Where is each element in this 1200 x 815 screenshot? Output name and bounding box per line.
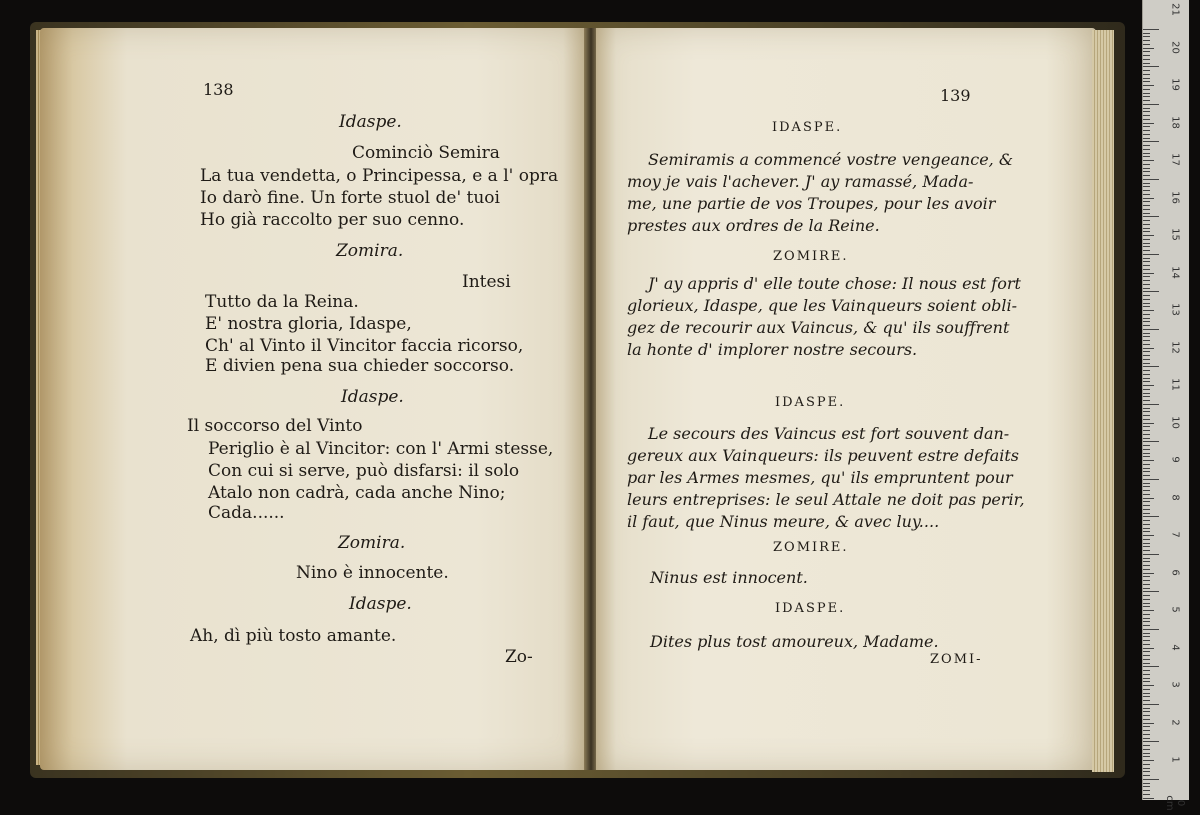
text-line: Intesi <box>462 272 511 292</box>
ruler-tick <box>1143 734 1150 735</box>
ruler-tick <box>1143 96 1150 97</box>
ruler-tick <box>1143 490 1150 491</box>
ruler-tick <box>1143 760 1154 761</box>
ruler-tick <box>1143 138 1150 139</box>
text-line: moy je vais l'achever. J' ay ramassé, Mada- <box>627 172 974 191</box>
ruler-tick <box>1143 449 1150 450</box>
ruler-tick <box>1143 693 1150 694</box>
ruler-tick <box>1143 753 1150 754</box>
ruler-tick <box>1143 205 1150 206</box>
text-line: Cada...... <box>208 503 285 523</box>
ruler-tick <box>1143 651 1150 652</box>
ruler-tick <box>1143 704 1159 705</box>
ruler-label: 8 <box>1169 493 1181 501</box>
ruler-tick <box>1143 576 1150 577</box>
text-line: Periglio è al Vincitor: con l' Armi stesse, <box>208 439 554 459</box>
ruler-tick <box>1143 164 1150 165</box>
text-line: J' ay appris d' elle toute chose: Il nous est fort <box>648 274 1021 293</box>
ruler-tick <box>1143 134 1150 135</box>
page-number: 138 <box>203 80 234 99</box>
ruler-tick <box>1143 93 1150 94</box>
ruler-tick <box>1143 104 1159 105</box>
ruler-tick <box>1143 265 1150 266</box>
ruler-tick <box>1143 775 1150 776</box>
ruler-tick <box>1143 666 1159 667</box>
ruler-tick <box>1143 726 1150 727</box>
ruler-tick <box>1143 723 1154 724</box>
ruler-tick <box>1143 498 1154 499</box>
ruler-tick <box>1143 153 1150 154</box>
ruler-tick <box>1143 194 1150 195</box>
ruler-tick <box>1143 55 1150 56</box>
speaker-name: ZOMIRE. <box>773 249 849 264</box>
ruler-tick <box>1143 614 1150 615</box>
ruler-tick <box>1143 160 1154 161</box>
ruler-tick <box>1143 453 1150 454</box>
ruler-tick <box>1143 224 1150 225</box>
ruler-tick <box>1143 40 1150 41</box>
ruler-tick <box>1143 186 1150 187</box>
ruler-tick <box>1143 141 1159 142</box>
ruler-tick <box>1143 336 1150 337</box>
ruler-tick <box>1143 168 1150 169</box>
ruler-tick <box>1143 81 1150 82</box>
ruler-tick <box>1143 591 1159 592</box>
ruler-tick <box>1143 794 1150 795</box>
ruler-tick <box>1143 546 1150 547</box>
ruler-tick <box>1143 126 1150 127</box>
ruler-tick <box>1143 441 1159 442</box>
text-line: E divien pena sua chieder soccorso. <box>205 356 515 376</box>
ruler-tick <box>1143 501 1150 502</box>
ruler-tick <box>1143 201 1150 202</box>
ruler-tick <box>1143 629 1159 630</box>
ruler-tick <box>1143 423 1154 424</box>
ruler-tick <box>1143 509 1150 510</box>
ruler-tick <box>1143 280 1150 281</box>
text-line: Ho già raccolto per suo cenno. <box>200 210 465 230</box>
ruler-tick <box>1143 625 1150 626</box>
ruler-tick <box>1143 783 1150 784</box>
speaker-name: Zomira. <box>336 241 404 261</box>
text-line: la honte d' implorer nostre secours. <box>627 340 918 359</box>
ruler-tick <box>1143 351 1150 352</box>
ruler-tick <box>1143 115 1150 116</box>
ruler-tick <box>1143 171 1150 172</box>
ruler-tick <box>1143 111 1150 112</box>
ruler-tick <box>1143 790 1150 791</box>
ruler-tick <box>1143 299 1150 300</box>
ruler-tick <box>1143 246 1150 247</box>
text-line: prestes aux ordres de la Reine. <box>627 216 880 235</box>
ruler-tick <box>1143 426 1150 427</box>
text-line: Le secours des Vaincus est fort souvent dan- <box>648 424 1010 443</box>
ruler-tick <box>1143 329 1159 330</box>
ruler-tick <box>1143 730 1150 731</box>
ruler-label: 13 <box>1169 303 1181 316</box>
ruler-tick <box>1143 494 1150 495</box>
ruler-tick <box>1143 655 1150 656</box>
ruler-tick <box>1143 535 1154 536</box>
ruler-tick <box>1143 389 1150 390</box>
ruler-tick <box>1143 749 1150 750</box>
ruler-tick <box>1143 366 1159 367</box>
ruler-tick <box>1143 411 1150 412</box>
ruler-tick <box>1143 674 1150 675</box>
ruler-label: 7 <box>1169 531 1181 538</box>
ruler-tick <box>1143 235 1154 236</box>
ruler-tick <box>1143 314 1150 315</box>
ruler-tick <box>1143 543 1150 544</box>
text-line: gereux aux Vainqueurs: ils peuvent estre defaits <box>627 446 1020 465</box>
ruler-tick <box>1143 29 1159 30</box>
speaker-name: IDASPE. <box>775 395 846 410</box>
ruler-tick <box>1143 209 1150 210</box>
ruler-tick <box>1143 786 1150 787</box>
ruler-tick <box>1143 764 1150 765</box>
ruler-tick <box>1143 66 1159 67</box>
ruler-tick <box>1143 756 1150 757</box>
ruler-tick <box>1143 554 1159 555</box>
ruler-label: 9 <box>1169 456 1181 463</box>
right-page <box>596 28 1096 770</box>
ruler-tick <box>1143 123 1154 124</box>
ruler-tick <box>1143 261 1150 262</box>
ruler-tick <box>1143 741 1159 742</box>
ruler-tick <box>1143 715 1150 716</box>
ruler-tick <box>1143 479 1159 480</box>
ruler-tick <box>1143 558 1150 559</box>
ruler-tick <box>1143 51 1150 52</box>
ruler-tick <box>1143 119 1150 120</box>
text-line: Con cui si serve, può disfarsi: il solo <box>208 461 520 481</box>
ruler-tick <box>1143 719 1150 720</box>
ruler-tick <box>1143 190 1150 191</box>
ruler-tick <box>1143 228 1150 229</box>
ruler-tick <box>1143 378 1150 379</box>
ruler-tick <box>1143 696 1150 697</box>
ruler-tick <box>1143 396 1150 397</box>
ruler-tick <box>1143 239 1150 240</box>
ruler-tick <box>1143 700 1150 701</box>
ruler-tick <box>1143 689 1150 690</box>
ruler-tick <box>1143 663 1150 664</box>
text-line: par les Armes mesmes, qu' ils empruntent pour <box>627 468 1013 487</box>
ruler-tick <box>1143 33 1150 34</box>
left-page <box>40 28 585 770</box>
ruler-tick <box>1143 333 1150 334</box>
text-line: Atalo non cadrà, cada anche Nino; <box>208 483 506 503</box>
ruler-tick <box>1143 798 1154 799</box>
ruler-tick <box>1143 644 1150 645</box>
ruler-tick <box>1143 288 1150 289</box>
ruler-tick <box>1143 100 1150 101</box>
ruler-tick <box>1143 768 1150 769</box>
ruler-label: 6 <box>1169 568 1181 576</box>
ruler-label: 18 <box>1169 115 1181 129</box>
ruler-tick <box>1143 145 1150 146</box>
ruler-label: 19 <box>1169 78 1181 91</box>
ruler-tick <box>1143 520 1150 521</box>
ruler-tick <box>1143 156 1150 157</box>
ruler-tick <box>1143 325 1150 326</box>
speaker-name: Idaspe. <box>341 387 404 407</box>
ruler-tick <box>1143 640 1150 641</box>
ruler-tick <box>1143 464 1150 465</box>
ruler-tick <box>1143 468 1150 469</box>
ruler-tick <box>1143 175 1150 176</box>
speaker-name: ZOMI- <box>930 652 983 667</box>
ruler-tick <box>1143 108 1150 109</box>
ruler-tick <box>1143 374 1150 375</box>
ruler-tick <box>1143 599 1150 600</box>
ruler-tick <box>1143 276 1150 277</box>
ruler-tick <box>1143 400 1150 401</box>
ruler-tick <box>1143 505 1150 506</box>
text-line: Io darò fine. Un forte stuol de' tuoi <box>200 188 500 208</box>
ruler-tick <box>1143 659 1150 660</box>
ruler-tick <box>1143 606 1150 607</box>
ruler-tick <box>1143 648 1154 649</box>
text-line: Zo- <box>505 647 533 667</box>
ruler-label: 20 <box>1169 40 1181 54</box>
ruler-tick <box>1143 633 1150 634</box>
ruler-tick <box>1143 685 1154 686</box>
speaker-name: Idaspe. <box>349 594 412 614</box>
ruler-tick <box>1143 273 1154 274</box>
ruler-label: 3 <box>1169 681 1181 688</box>
text-line: E' nostra gloria, Idaspe, <box>205 314 412 334</box>
ruler-tick <box>1143 59 1150 60</box>
ruler-tick <box>1143 303 1150 304</box>
ruler-tick <box>1143 434 1150 435</box>
ruler-tick <box>1143 254 1159 255</box>
text-line: Tutto da la Reina. <box>205 292 359 312</box>
ruler-label: 17 <box>1169 153 1181 166</box>
ruler-tick <box>1143 404 1159 405</box>
text-line: leurs entreprises: le seul Attale ne doit pas perir, <box>627 490 1025 509</box>
ruler-tick <box>1143 310 1154 311</box>
ruler-tick <box>1143 231 1150 232</box>
ruler-label: 15 <box>1169 228 1181 241</box>
ruler-tick <box>1143 393 1150 394</box>
ruler-tick <box>1143 348 1154 349</box>
ruler-label: 14 <box>1169 265 1181 279</box>
text-line: Nino è innocente. <box>296 563 449 583</box>
ruler-label: 16 <box>1169 190 1181 204</box>
ruler-tick <box>1143 561 1150 562</box>
speaker-name: Idaspe. <box>339 112 402 132</box>
ruler-label: 5 <box>1169 606 1181 613</box>
ruler-tick <box>1143 708 1150 709</box>
ruler-tick <box>1143 149 1150 150</box>
ruler-tick <box>1143 779 1159 780</box>
ruler-label: 4 <box>1169 643 1181 651</box>
ruler-tick <box>1143 44 1150 45</box>
page-number: 139 <box>940 86 971 105</box>
ruler-tick <box>1143 460 1154 461</box>
ruler-tick <box>1143 220 1150 221</box>
ruler-tick <box>1143 359 1150 360</box>
text-line: Ah, dì più tosto amante. <box>190 626 397 646</box>
ruler-tick <box>1143 678 1150 679</box>
ruler-tick <box>1143 603 1150 604</box>
text-line: gez de recourir aux Vaincus, & qu' ils souffrent <box>627 318 1010 337</box>
ruler-tick <box>1143 595 1150 596</box>
speaker-name: ZOMIRE. <box>773 540 849 555</box>
ruler-tick <box>1143 385 1154 386</box>
speaker-name: IDASPE. <box>772 120 843 135</box>
ruler-tick <box>1143 284 1150 285</box>
ruler-tick <box>1143 48 1154 49</box>
text-line: me, une partie de vos Troupes, pour les avoir <box>627 194 996 213</box>
text-line: Cominciò Semira <box>352 143 500 163</box>
ruler-tick <box>1143 430 1150 431</box>
ruler-label: 0 cm <box>1164 794 1186 811</box>
ruler-tick <box>1143 618 1150 619</box>
ruler-tick <box>1143 539 1150 540</box>
ruler-tick <box>1143 70 1150 71</box>
ruler-tick <box>1143 569 1150 570</box>
ruler-tick <box>1143 363 1150 364</box>
ruler-tick <box>1143 216 1159 217</box>
ruler-label: 21 <box>1169 3 1181 16</box>
ruler-tick <box>1143 580 1150 581</box>
ruler-tick <box>1143 85 1154 86</box>
ruler-tick <box>1143 588 1150 589</box>
ruler-tick <box>1143 318 1150 319</box>
ruler-tick <box>1143 269 1150 270</box>
ruler-tick <box>1143 531 1150 532</box>
ruler-tick <box>1143 213 1150 214</box>
ruler-tick <box>1143 419 1150 420</box>
ruler-tick <box>1143 475 1150 476</box>
ruler-tick <box>1143 681 1150 682</box>
ruler-tick <box>1143 291 1159 292</box>
ruler-tick <box>1143 355 1150 356</box>
ruler-tick <box>1143 486 1150 487</box>
ruler-tick <box>1143 63 1150 64</box>
ruler-tick <box>1143 483 1150 484</box>
ruler-tick <box>1143 344 1150 345</box>
ruler-tick <box>1143 550 1150 551</box>
ruler-tick <box>1143 340 1150 341</box>
ruler-tick <box>1143 621 1150 622</box>
ruler-tick <box>1143 565 1150 566</box>
measuring-ruler <box>1142 0 1189 811</box>
ruler-tick <box>1143 74 1150 75</box>
text-line: Semiramis a commencé vostre vengeance, & <box>648 150 1014 169</box>
ruler-label: 2 <box>1169 718 1181 726</box>
ruler-tick <box>1143 258 1150 259</box>
text-line: Ninus est innocent. <box>650 568 808 587</box>
ruler-tick <box>1143 243 1150 244</box>
text-line: glorieux, Idaspe, que les Vainqueurs soient obli- <box>627 296 1017 315</box>
text-line: Dites plus tost amoureux, Madame. <box>650 632 939 651</box>
ruler-tick <box>1143 381 1150 382</box>
text-line: Ch' al Vinto il Vincitor faccia ricorso, <box>205 336 524 356</box>
ruler-tick <box>1143 445 1150 446</box>
ruler-tick <box>1143 198 1154 199</box>
ruler-tick <box>1143 89 1150 90</box>
ruler-tick <box>1143 610 1154 611</box>
ruler-tick <box>1143 179 1159 180</box>
ruler-tick <box>1143 438 1150 439</box>
text-line: il faut, que Ninus meure, & avec luy.... <box>627 512 940 531</box>
ruler-tick <box>1143 738 1150 739</box>
ruler-tick <box>1143 573 1154 574</box>
ruler-tick <box>1143 670 1150 671</box>
ruler-tick <box>1143 456 1150 457</box>
ruler-tick <box>1143 471 1150 472</box>
ruler-tick <box>1143 513 1150 514</box>
ruler-tick <box>1143 415 1150 416</box>
ruler-tick <box>1143 321 1150 322</box>
ruler-tick <box>1143 524 1150 525</box>
ruler-tick <box>1143 711 1150 712</box>
text-line: Il soccorso del Vinto <box>187 416 363 436</box>
ruler-tick <box>1143 295 1150 296</box>
ruler-tick <box>1143 183 1150 184</box>
ruler-tick <box>1143 408 1150 409</box>
ruler-label: 1 <box>1169 756 1181 763</box>
ruler-tick <box>1143 78 1150 79</box>
ruler-tick <box>1143 636 1150 637</box>
ruler-tick <box>1143 306 1150 307</box>
ruler-label: 11 <box>1169 378 1181 391</box>
ruler-label: 10 <box>1169 415 1181 429</box>
ruler-tick <box>1143 36 1150 37</box>
right-page-edges <box>1092 30 1114 772</box>
ruler-tick <box>1143 771 1150 772</box>
ruler-tick <box>1143 584 1150 585</box>
ruler-tick <box>1143 745 1150 746</box>
ruler-tick <box>1143 130 1150 131</box>
ruler-tick <box>1143 516 1159 517</box>
text-line: La tua vendetta, o Principessa, e a l' opra <box>200 166 559 186</box>
ruler-tick <box>1143 370 1150 371</box>
speaker-name: Zomira. <box>338 533 406 553</box>
speaker-name: IDASPE. <box>775 601 846 616</box>
ruler-tick <box>1143 528 1150 529</box>
ruler-tick <box>1143 250 1150 251</box>
ruler-label: 12 <box>1169 340 1181 354</box>
